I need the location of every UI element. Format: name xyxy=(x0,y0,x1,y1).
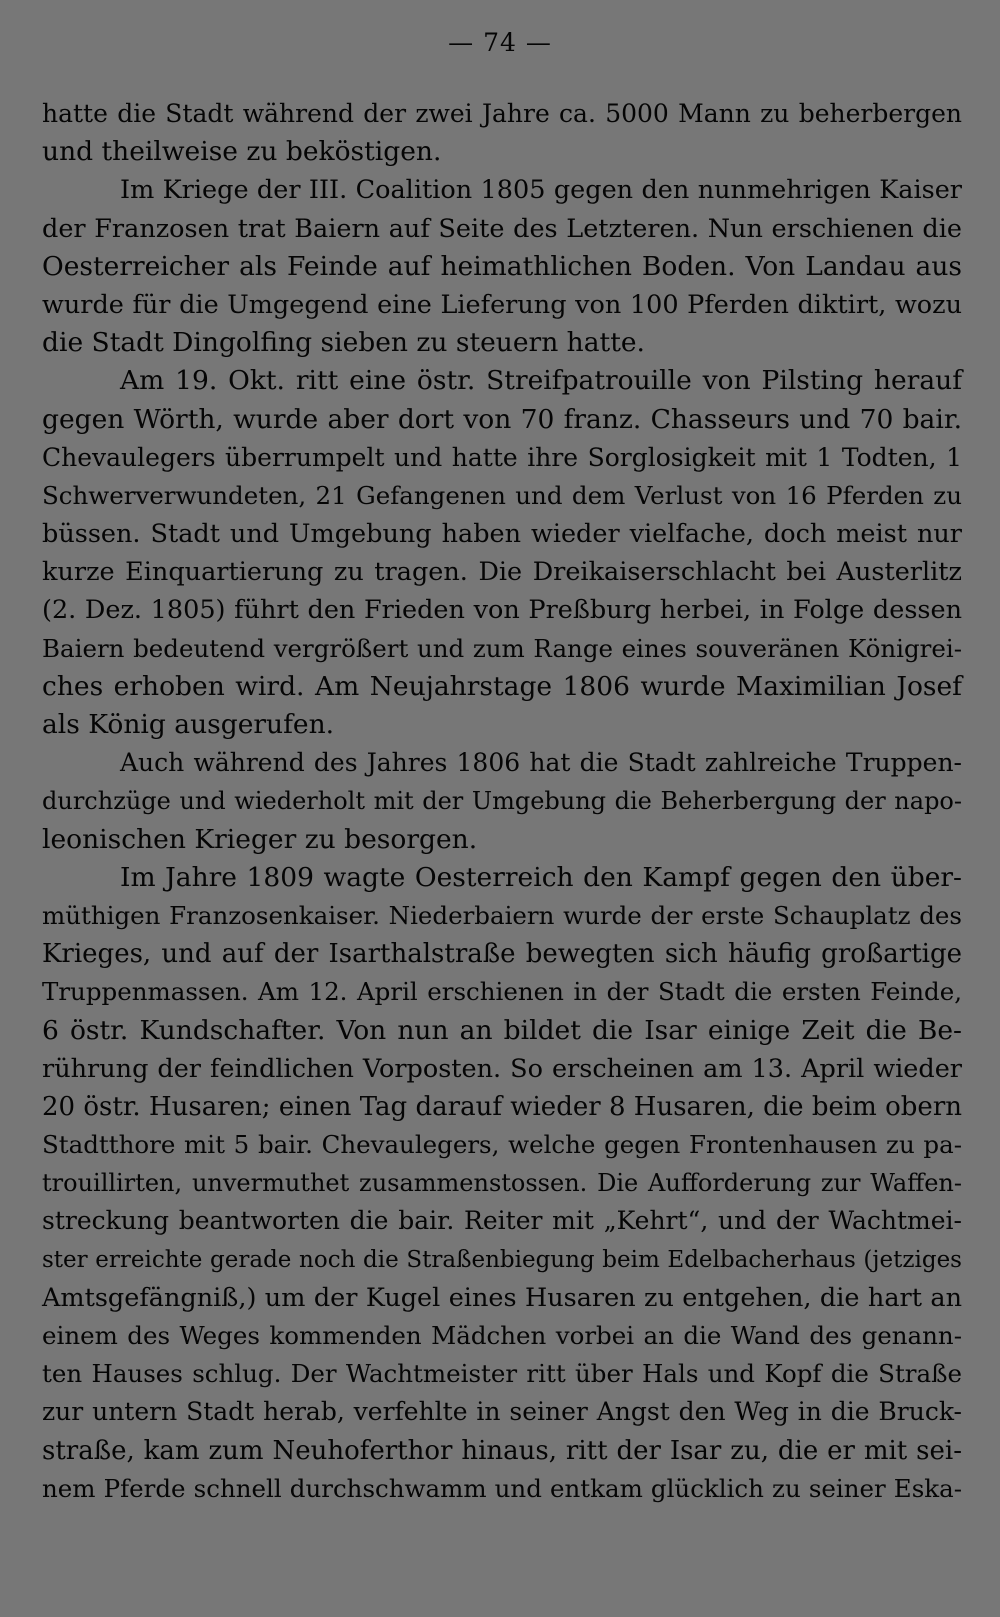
text-line: ster erreichte gerade noch die Straßenbiegung beim Edelbacherhaus (jetziges xyxy=(42,1246,962,1273)
text-line: Schwerverwundeten, 21 Gefangenen und dem Verlust von 16 Pferden zu xyxy=(42,480,962,510)
text-line: 6 östr. Kundschafter. Von nun an bildet die Isar einige Zeit die Be- xyxy=(42,1014,962,1046)
page-number: — 74 — xyxy=(448,28,552,57)
text-line: kurze Einquartierung zu tragen. Die Dreikaiserschlacht bei Austerlitz xyxy=(42,557,962,588)
text-line: hatte die Stadt während der zwei Jahre ca. 5000 Mann zu beherbergen xyxy=(42,99,962,128)
paragraph xyxy=(42,95,962,171)
text-line: Baiern bedeutend vergrößert und zum Range eines souveränen Königrei- xyxy=(42,633,962,663)
text-line: büssen. Stadt und Umgebung haben wieder vielfache, doch meist nur xyxy=(42,519,962,550)
text-line: wurde für die Umgegend eine Lieferung von 100 Pferden diktirt, wozu xyxy=(42,289,962,320)
text-line: der Franzosen trat Baiern auf Seite des Letzteren. Nun erschienen die xyxy=(42,213,962,244)
text-line: 20 östr. Husaren; einen Tag darauf wieder 8 Husaren, die beim obern xyxy=(42,1091,962,1122)
text-line: ches erhoben wird. Am Neujahrstage 1806 wurde Maximilian Josef xyxy=(42,670,962,702)
text-line: Im Kriege der III. Coalition 1805 gegen den nunmehrigen Kaiser xyxy=(120,175,962,206)
text-line: ten Hauses schlug. Der Wachtmeister ritt über Hals und Kopf die Straße xyxy=(42,1359,962,1389)
text-line: straße, kam zum Neuhoferthor hinaus, ritt der Isar zu, die er mit sei- xyxy=(42,1435,962,1466)
text-line: und theilweise zu beköstigen. xyxy=(42,136,442,168)
text-line: müthigen Franzosenkaiser. Niederbaiern wurde der erste Schauplatz des xyxy=(42,900,962,930)
text-line: Im Jahre 1809 wagte Oesterreich den Kampf gegen den über- xyxy=(120,861,962,893)
text-line: rührung der feindlichen Vorposten. So erscheinen am 13. April wieder xyxy=(42,1053,962,1084)
text-line: Krieges, und auf der Isarthalstraße bewegten sich häufig großartige xyxy=(42,939,962,970)
paragraph xyxy=(42,171,962,362)
text-line: nem Pferde schnell durchschwamm und entkam glücklich zu seiner Eska- xyxy=(42,1473,962,1503)
text-line: (2. Dez. 1805) führt den Frieden von Preßburg herbei, in Folge dessen xyxy=(42,595,962,626)
text-line: durchzüge und wiederholt mit der Umgebung die Beherbergung der napo- xyxy=(42,787,962,816)
text-line: streckung beantworten die bair. Reiter mit „Kehrt“, und der Wachtmei- xyxy=(42,1206,962,1236)
text-line: als König ausgerufen. xyxy=(42,709,335,740)
text-line: gegen Wörth, wurde aber dort von 70 franz. Chasseurs und 70 bair. xyxy=(42,403,962,435)
body-text xyxy=(42,95,962,1508)
text-line: leonischen Krieger zu besorgen. xyxy=(42,823,478,855)
text-line: Oesterreicher als Feinde auf heimathlichen Boden. Von Landau aus xyxy=(42,250,962,282)
text-line: Auch während des Jahres 1806 hat die Stadt zahlreiche Truppen- xyxy=(120,748,962,778)
text-line: Amtsgefängniß,) um der Kugel eines Husaren zu entgehen, die hart an xyxy=(42,1282,962,1313)
text-line: die Stadt Dingolfing sieben zu steuern hatte. xyxy=(42,327,645,359)
text-line: Truppenmassen. Am 12. April erschienen in der Stadt die ersten Feinde, xyxy=(42,977,962,1007)
paragraph xyxy=(42,859,962,1508)
text-line: zur untern Stadt herab, verfehlte in seiner Angst den Weg in die Bruck- xyxy=(42,1397,962,1427)
paragraph xyxy=(42,362,962,744)
text-line: trouillirten, unvermuthet zusammenstossen. Die Aufforderung zur Waffen- xyxy=(42,1169,962,1198)
paragraph xyxy=(42,744,962,859)
text-line: Am 19. Okt. ritt eine östr. Streifpatrouille von Pilsting herauf xyxy=(120,365,962,397)
text-line: einem des Weges kommenden Mädchen vorbei an die Wand des genann- xyxy=(42,1321,962,1350)
text-line: Stadtthore mit 5 bair. Chevaulegers, welche gegen Frontenhausen zu pa- xyxy=(42,1130,962,1160)
text-line: Chevaulegers überrumpelt und hatte ihre Sorglosigkeit mit 1 Todten, 1 xyxy=(42,442,962,472)
